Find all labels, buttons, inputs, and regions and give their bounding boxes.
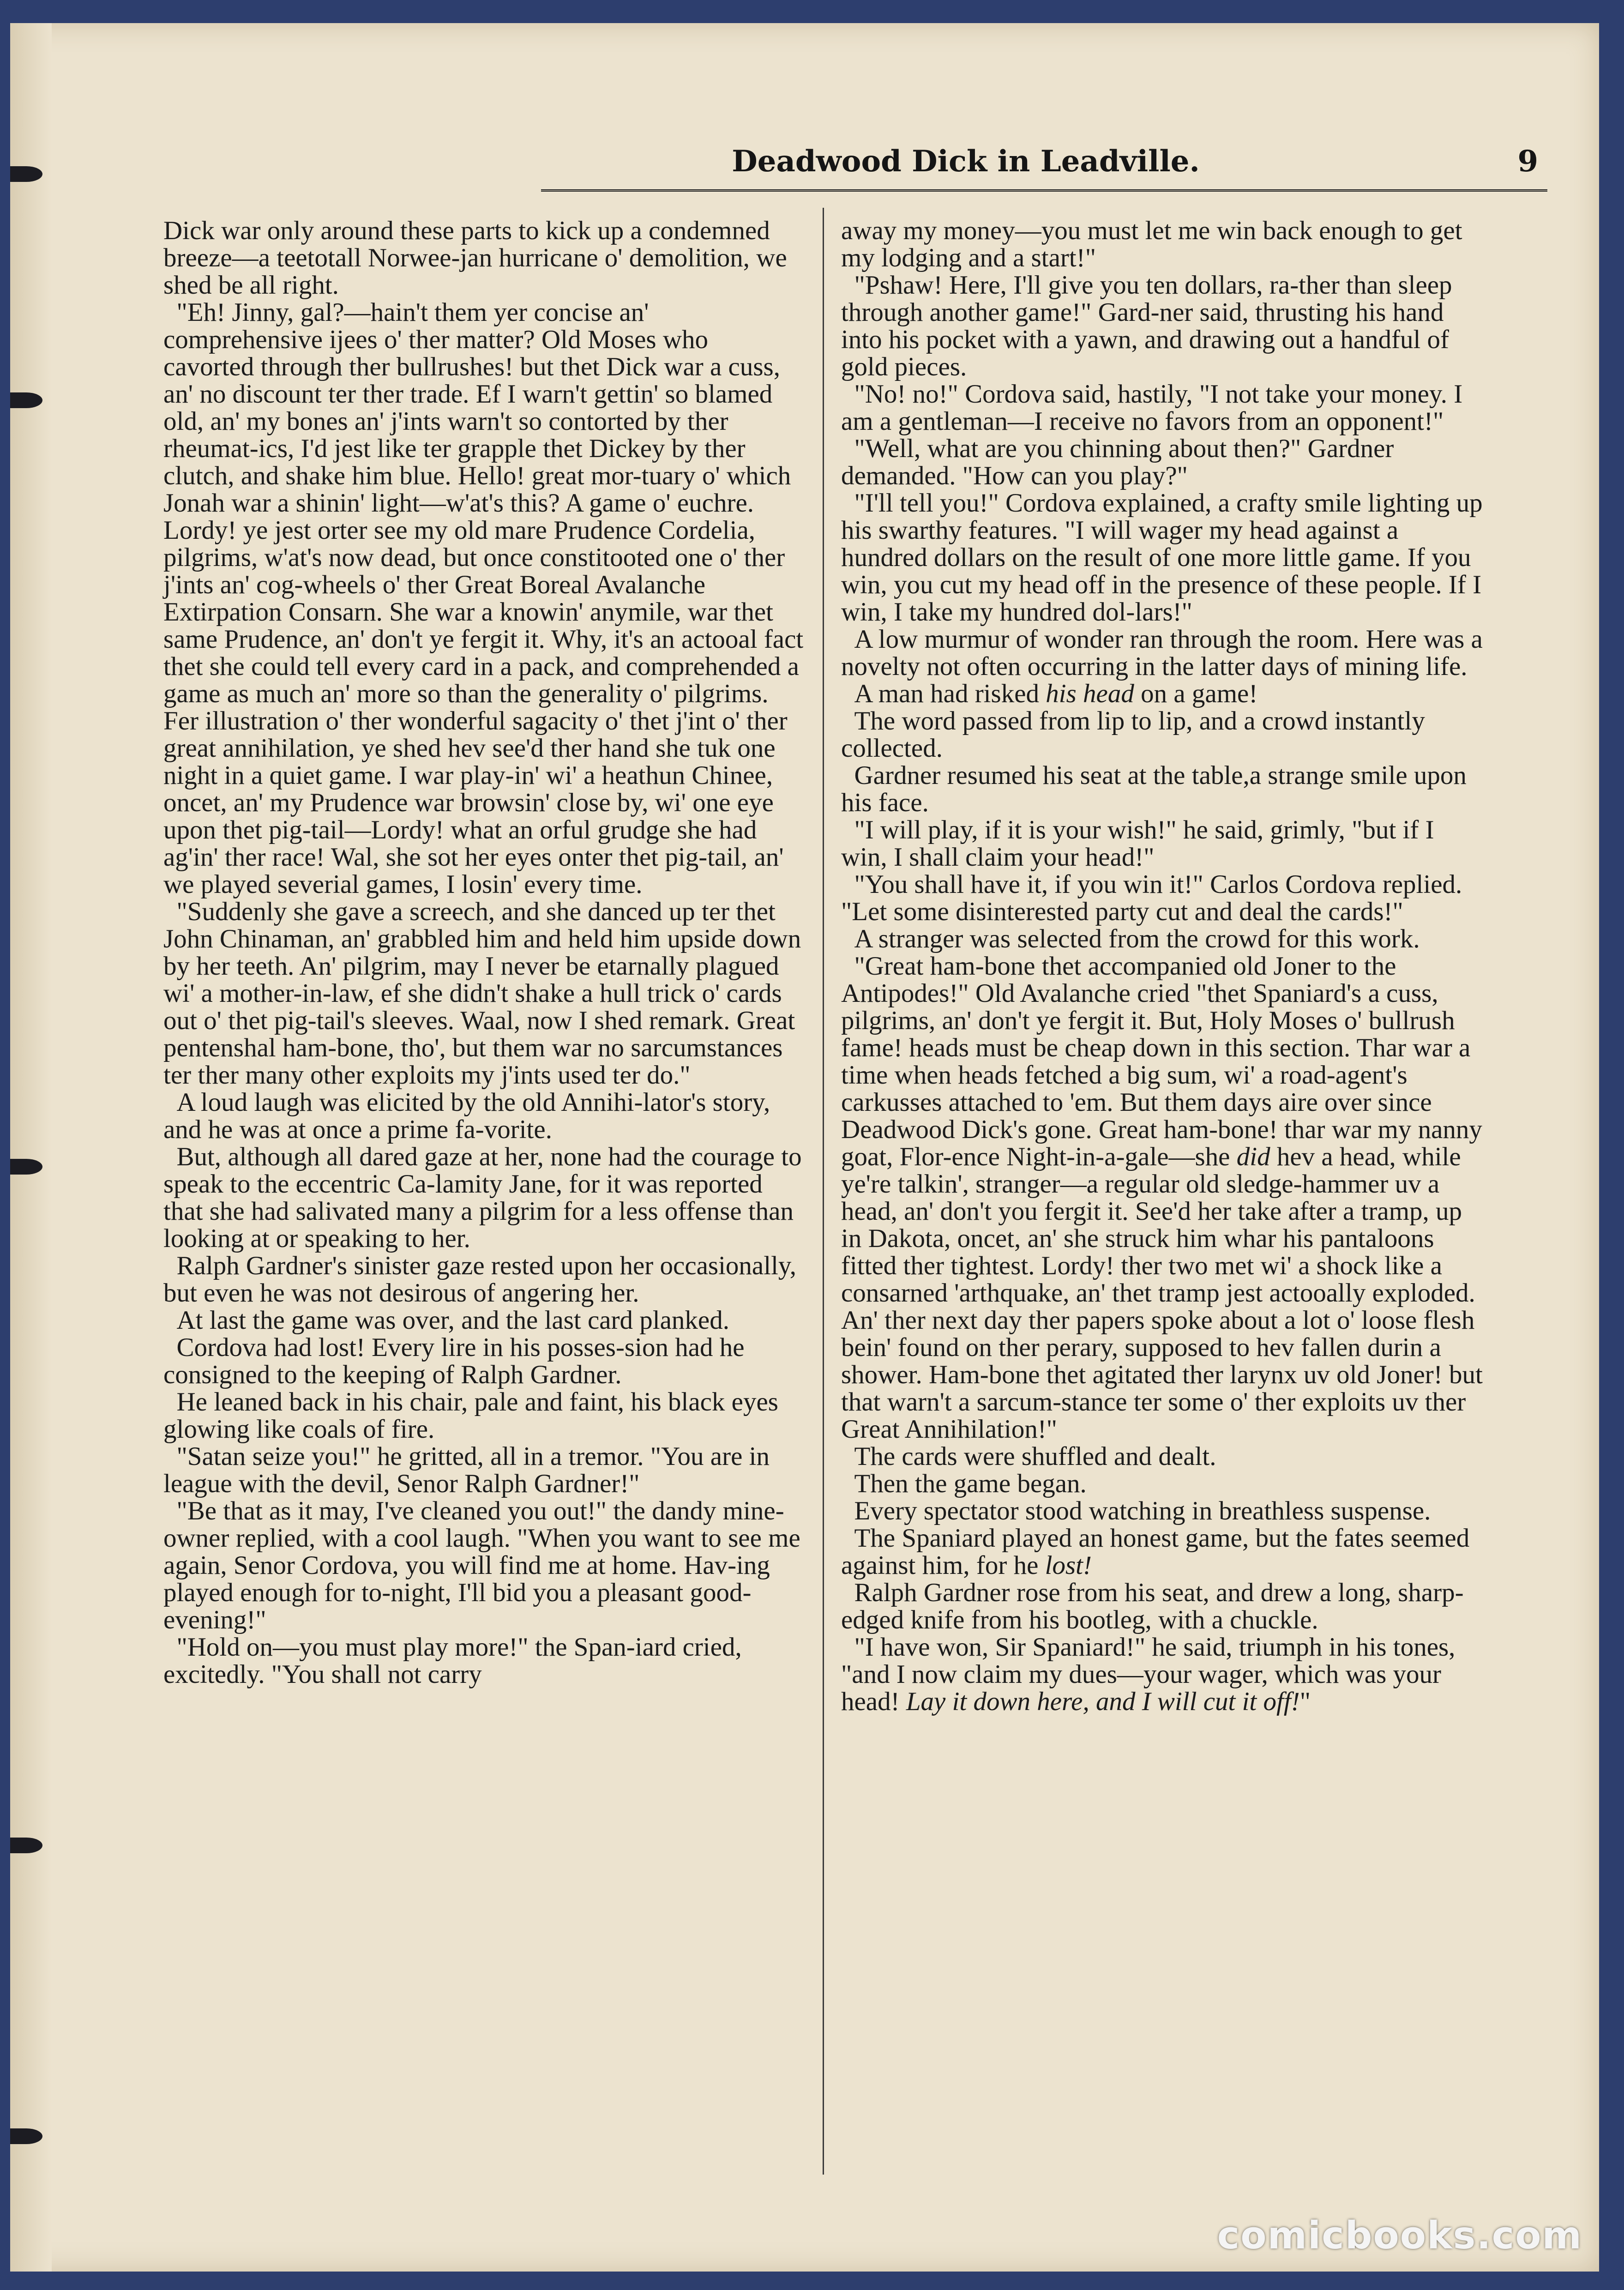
running-head [541,139,1547,192]
paragraph [841,952,1490,1444]
paragraph: The word passed from lip to lip, and a crowd instantly collected. [841,706,1432,763]
paragraph: Every spectator stood watching in breathless suspense. [841,1496,1431,1525]
paragraph: The cards were shuffled and dealt. [841,1442,1216,1471]
staple-hole [10,166,42,182]
staple-hole [10,392,42,408]
paragraph [841,1633,1483,1715]
paragraph: Then the game began. [841,1469,1087,1498]
text-run: hev a head, while ye're talkin', stranger—a regular old sledge-hammer uv a head, an' don't you fergit it. See'd her take after a tramp, up in Dakota, oncet, an' she struck him whar his pantaloons fitted ther tightest. Lordy! ther two met wi' a shock like a consarned 'arthquake, an' thet tramp jest actooally exploded. An' ther next day ther papers spoke about a lot o' loose flesh bein' found on ther perary, supposed to hev fallen durin a shower. Ham-bone thet agitated ther larynx uv old Joner! but that warn't a sarcum-stance ter some o' ther exploits uv ther Great Annihilation!" [841,1142,1490,1444]
text-run: The Spaniard played an honest game, but the fates seemed against him, for he [841,1524,1476,1580]
paragraph: "Eh! Jinny, gal?—hain't them yer concise an' comprehensive ijees o' ther matter? Old Moses who cavorted through ther bullrushes! but thet Dick war a cuss, an' no discount ter ther trade. Ef I warn't gettin' so blamed old, an' my bones an' j'ints warn't so contorted by ther rheumat-ics, I'd jest like ter grapple thet Dickey by ther clutch, and shake him blue. Hello! great mor-tuary o' which Jonah war a shinin' light—w'at's this? A game o' euchre. Lordy! ye jest orter see my old mare Prudence Cordelia, pilgrims, w'at's now dead, but once constitooted one o' ther j'ints an' cog-wheels o' ther Great Boreal Avalanche Extirpation Consarn. She war a knowin' anymile, war thet same Prudence, an' don't ye fergit it. Why, it's an actooal fact thet she could tell every card in a pack, and comprehended a game as much an' more so than the generality o' pilgrims. Fer illustration o' ther wonderful sagacity o' thet j'int o' ther great annihilation, ye shed hev see'd ther hand she tuk one night in a quiet game. I war play-in' wi' a heathun Chinee, oncet, an' my Prudence war browsin' close by, wi' one eye upon thet pig-tail—Lordy! what an orful grudge she had ag'in' ther race! Wal, she sot her eyes onter thet pig-tail, an' we played severial games, I losin' every time. [163,298,810,899]
paragraph: A stranger was selected from the crowd for this work. [841,924,1420,953]
paragraph: A loud laugh was elicited by the old Annihi-lator's story, and he was at once a prime fa-vorite. [163,1088,777,1144]
paragraph: But, although all dared gaze at her, none had the courage to speak to the eccentric Ca-lamity Jane, for it was reported that she had salivated many a pilgrim for a less offense than looking at or speaking to her. [163,1142,808,1253]
paragraph: He leaned back in his chair, pale and faint, his black eyes glowing like coals of fire. [163,1387,785,1444]
staple-hole [10,2128,42,2144]
italic-text: Lay it down here, and I will cut it off! [906,1687,1300,1716]
paragraph: Gardner resumed his seat at the table,a strange smile upon his face. [841,761,1474,817]
staple-hole [10,1159,42,1175]
paragraph: away my money—you must let me win back enough to get my lodging and a start!" [841,216,1469,272]
text-run: A man had risked [841,679,1046,708]
page-binding [10,23,52,2272]
paragraph: At last the game was over, and the last card planked. [163,1306,729,1335]
italic-text: his head [1046,679,1134,708]
text-run: on a game! [1134,679,1258,708]
paragraph: Dick war only around these parts to kick up a condemned breeze—a teetotall Norwee-jan hurricane o' demolition, we shed be all right. [163,216,794,300]
text-run: "Great ham-bone thet accompanied old Joner to the Antipodes!" Old Avalanche cried "thet Spaniard's a cuss, pilgrims, an' don't ye fergit it. But, Holy Moses o' bullrush fame! heads must be cheap down in this section. Thar war a time when heads fetched a big sum, wi' a road-agent's carkusses attached to 'em. But them days aire over since Deadwood Dick's gone. Great ham-bone! thar war my nanny goat, Flor-ence Night-in-a-gale—she [841,952,1489,1171]
paragraph: Ralph Gardner's sinister gaze rested upon her occasionally, but even he was not desirous of angering her. [163,1251,803,1308]
italic-text: did [1236,1142,1270,1171]
paragraph: "I'll tell you!" Cordova explained, a crafty smile lighting up his swarthy features. "I will wager my head against a hundred dollars on the result of one more little game. If you win, you cut my head off in the presence of these people. If I win, I take my hundred dol-lars!" [841,488,1489,627]
paragraph: Cordova had lost! Every lire in his posses-sion had he consigned to the keeping of Ralph Gardner. [163,1333,751,1389]
paragraph: "Pshaw! Here, I'll give you ten dollars, ra-ther than sleep through another game!" Gard-ner said, thrusting his hand into his pocket with a yawn, and drawing out a handful of gold pieces. [841,271,1459,381]
paragraph [841,1525,1483,1579]
paragraph: "No! no!" Cordova said, hastily, "I not take your money. I am a gentleman—I receive no favors from an opponent!" [841,380,1469,436]
text-run: "I have won, Sir Spaniard!" he said, triumph in his tones, "and I now claim my dues—your wager, which was your head! [841,1633,1462,1716]
paragraph: "Suddenly she gave a screech, and she danced up ter thet John Chinaman, an' grabbled him and held him upside down by her teeth. An' pilgrim, may I never be etarnally plagued wi' a mother-in-law, ef she didn't shake a hull trick o' cards out o' thet pig-tail's sleeves. Waal, now I shed remark. Great pentenshal ham-bone, tho', but them war no sarcumstances ter ther many other exploits my j'ints used ter do." [163,897,808,1090]
left-column [163,216,810,2179]
paragraph [841,680,1483,707]
right-column [841,216,1490,2179]
paragraph: A low murmur of wonder ran through the room. Here was a novelty not often occurring in the latter days of mining life. [841,625,1490,681]
page-number: 9 [1517,144,1538,179]
italic-text: lost! [1045,1551,1092,1580]
paragraph: "Hold on—you must play more!" the Span-iard cried, excitedly. "You shall not carry [163,1633,749,1689]
book-page [10,23,1599,2272]
paragraph: "Be that as it may, I've cleaned you out!" the dandy mine-owner replied, with a cool laugh. "When you want to see me again, Senor Cordova, you will find me at home. Hav-ing played enough for to-night, I'll bid you a pleasant good-evening!" [163,1496,807,1634]
paragraph: "I will play, if it is your wish!" he said, grimly, "but if I win, I shall claim your head!" [841,815,1441,872]
paragraph: "Satan seize you!" he gritted, all in a tremor. "You are in league with the devil, Senor Ralph Gardner!" [163,1442,776,1498]
paragraph: "You shall have it, if you win it!" Carlos Cordova replied. "Let some disinterested party cut and deal the cards!" [841,870,1469,926]
paragraph: "Well, what are you chinning about then?" Gardner demanded. "How can you play?" [841,434,1401,490]
running-title: Deadwood Dick in Leadville. [732,144,1200,179]
column-divider [823,208,824,2175]
staple-hole [10,1838,42,1853]
paragraph: Ralph Gardner rose from his seat, and drew a long, sharp-edged knife from his bootleg, with a chuckle. [841,1578,1464,1634]
text-run: " [1299,1687,1311,1716]
watermark: comicbooks.com [1217,2214,1582,2258]
